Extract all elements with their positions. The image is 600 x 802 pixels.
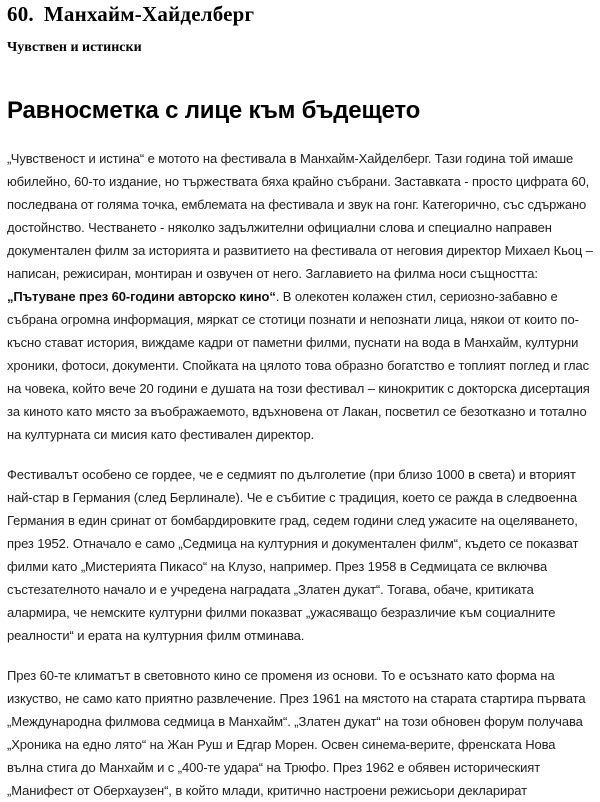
paragraph-intro-text-before: „Чувственост и истина“ е мотото на фестивала в Манхайм-Хайделберг. Тази година той имаше юбилейно, 60-то издание, но тържествата бяха крайно събрани. Заставката - просто цифрата 60, последвана от голяма точка, емблемата на фестивала и звук на гонг. Категорично, със сдържано достойнство. Честването - няколко задължителни официални слова и специално направен документален филм за историята и развитието на фестивала от неговия директор Михаел Кьоц – написан, режисиран, монтиран и озвучен от него. Заглавието на филма носи същността: (7, 151, 593, 281)
doc-title-text: Манхайм-Хайделберг (43, 2, 255, 26)
doc-title-number: 60. (7, 2, 34, 26)
film-title-bold: „Пътуване през 60-години авторско кино“ (7, 289, 276, 304)
doc-title (7, 2, 594, 26)
paragraph-intro-text-after: . В олекотен колажен стил, сериозно-забавно е събрана огромна информация, мяркат се стотици познати и непознати лица, някои от които по-късно стават история, виждаме кадри от паметни филми, пуснати на вода в Манхайм, културни хроники, фотоси, документи. Спойката на цялото това образно богатство е топлият поглед и глас на човека, който вече 20 години е душата на този фестивал – кинокритик с докторска дисертация за киното като място за въображаемото, вдъхновена от Лакан, посветил се безотказно и тотално на културната си мисия като фестивален директор. (7, 289, 590, 442)
paragraph-intro (7, 147, 594, 446)
paragraph-history: Фестивалът особено се гордее, че е седмият по дълголетие (при близо 1000 в света) и вторият най-стар в Германия (след Берлинале). Че е събитие с традиция, което се ражда в следвоенна Германия в един сринат от бомбардировките град, седем години след ужасите на оцеляването, през 1952. Отначало е само „Седмица на културния и документален филм“, където се показват филми като „Мистерията Пикасо“ на Клузо, например. През 1958 в Седмицата се включва състезателното начало и е учредена наградата „Златен дукат“. Тогава, обаче, критиката алармира, че немските културни филми показват „ужасяващо безразличие към социалните реалности“ и ерата на културния филм отминава. (7, 467, 579, 643)
doc-subtitle: Чувствен и истински (7, 40, 142, 55)
article-headline: Равносметка с лице към бъдещето (7, 97, 421, 124)
paragraph-sixties: През 60-те климатът в световното кино се променя из основи. То е осъзнато като форма на изкуство, не само като приятно развлечение. През 1961 на мястото на старата стартира първата „Международна филмова седмица в Манхайм“. „Златен дукат“ на този обновен форум получава „Хроника на едно лято“ на Жан Руш и Едгар Морен. Освен синема-верите, френската Нова вълна стига до Манхайм и с „400-те удара“ на Трюфо. През 1962 е обявен историческият „Манифест от Оберхаузен“, в който млади, критично настроени режисьори декларират (7, 668, 586, 798)
